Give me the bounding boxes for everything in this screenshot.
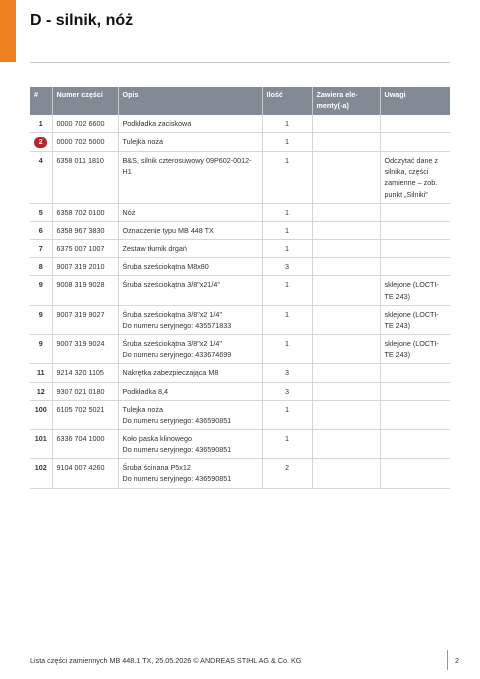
cell-contains <box>312 305 380 334</box>
cell-description <box>118 276 262 305</box>
part-number: 6358 702 0100 <box>56 207 105 217</box>
cell-contains <box>312 429 380 458</box>
cell-description <box>118 115 262 133</box>
table-row <box>30 400 450 429</box>
cell-pos <box>30 133 52 152</box>
table-row <box>30 364 450 382</box>
cell-description <box>118 429 262 458</box>
column-header-notes: Uwagi <box>380 87 450 115</box>
table-row <box>30 203 450 221</box>
cell-notes <box>380 364 450 382</box>
position-number: 5 <box>38 207 43 217</box>
cell-pos <box>30 115 52 133</box>
cell-quantity <box>262 382 312 400</box>
cell-pos <box>30 203 52 221</box>
cell-description <box>118 258 262 276</box>
cell-notes <box>380 335 450 364</box>
quantity: 1 <box>285 119 289 128</box>
part-number: 0000 702 5000 <box>56 137 105 147</box>
cell-part-number <box>52 240 118 258</box>
cell-description <box>118 221 262 239</box>
quantity: 1 <box>285 225 289 235</box>
cell-notes <box>380 305 450 334</box>
description-text: Oznaczenie typu MB 448 TX <box>122 225 214 235</box>
position-number: 100 <box>34 404 47 414</box>
description-text: Zestaw tłumik drgań <box>122 244 187 254</box>
cell-contains <box>312 276 380 305</box>
cell-quantity <box>262 429 312 458</box>
position-number: 9 <box>38 339 43 349</box>
table-row <box>30 115 450 133</box>
part-number: 6358 011 1810 <box>56 156 104 166</box>
cell-notes <box>380 382 450 400</box>
title-divider <box>30 62 450 63</box>
cell-pos <box>30 459 52 488</box>
cell-quantity <box>262 335 312 364</box>
note-text: sklejone (LOCTI-TE 243) <box>384 339 439 360</box>
description-text: Tulejka noża <box>122 404 163 414</box>
column-header-description: Opis <box>118 87 262 115</box>
quantity: 1 <box>285 433 289 443</box>
description-text: B&S, silnik czterosuwowy 09P602-0012-H1 <box>122 156 252 177</box>
part-number: 9307 021 0180 <box>56 386 105 396</box>
cell-quantity <box>262 305 312 334</box>
table-row <box>30 221 450 239</box>
quantity: 1 <box>285 309 289 319</box>
description-text: Nóż <box>122 207 136 217</box>
quantity: 3 <box>285 386 289 396</box>
serial-note: Do numeru seryjnego: 433674699 <box>122 350 232 360</box>
cell-quantity <box>262 152 312 204</box>
cell-contains <box>312 221 380 239</box>
table-row <box>30 276 450 305</box>
cell-notes <box>380 152 450 204</box>
cell-description <box>118 133 262 152</box>
cell-part-number <box>52 152 118 204</box>
accent-bar <box>0 0 16 62</box>
cell-pos <box>30 258 52 276</box>
position-number: 6 <box>38 225 43 235</box>
position-badge: 2 <box>34 137 47 148</box>
part-number: 9007 319 9024 <box>56 339 105 349</box>
cell-pos <box>30 276 52 305</box>
cell-part-number <box>52 335 118 364</box>
position-number: 9 <box>38 280 43 290</box>
cell-notes <box>380 115 450 133</box>
table-header-row <box>30 87 450 115</box>
cell-contains <box>312 400 380 429</box>
quantity: 1 <box>285 280 289 290</box>
position-number: 101 <box>34 433 47 443</box>
cell-description <box>118 305 262 334</box>
cell-pos <box>30 152 52 204</box>
cell-description <box>118 240 262 258</box>
cell-part-number <box>52 429 118 458</box>
cell-part-number <box>52 115 118 133</box>
cell-quantity <box>262 459 312 488</box>
part-number: 6358 967 3830 <box>56 225 105 235</box>
cell-part-number <box>52 364 118 382</box>
quantity: 3 <box>285 262 289 272</box>
cell-part-number <box>52 305 118 334</box>
cell-pos <box>30 305 52 334</box>
serial-note: Do numeru seryjnego: 436590851 <box>122 445 232 455</box>
part-number: 9008 319 9028 <box>56 280 105 290</box>
cell-contains <box>312 382 380 400</box>
quantity: 1 <box>285 244 289 254</box>
column-header-contains: Zawiera ele-menty(-a) <box>312 87 380 115</box>
quantity: 2 <box>285 463 289 473</box>
cell-pos <box>30 364 52 382</box>
part-number: 9007 319 9027 <box>56 309 105 319</box>
column-header-part-number: Numer części <box>52 87 118 115</box>
description-text: Śruba sześciokątna M8x80 <box>122 262 209 272</box>
cell-quantity <box>262 276 312 305</box>
cell-quantity <box>262 221 312 239</box>
note-text: Odczytać dane z silnika, części zamienne – zob. punkt „Silniki” <box>384 156 439 199</box>
table-row <box>30 152 450 204</box>
cell-contains <box>312 133 380 152</box>
quantity: 3 <box>285 368 289 378</box>
quantity: 1 <box>285 207 289 217</box>
table-row <box>30 429 450 458</box>
cell-notes <box>380 459 450 488</box>
cell-part-number <box>52 221 118 239</box>
table-row <box>30 335 450 364</box>
cell-contains <box>312 152 380 204</box>
cell-notes <box>380 240 450 258</box>
cell-notes <box>380 400 450 429</box>
cell-description <box>118 364 262 382</box>
description-text: Śruba sześciokątna 3/8"x2 1/4" <box>122 309 222 319</box>
cell-notes <box>380 258 450 276</box>
cell-contains <box>312 240 380 258</box>
cell-part-number <box>52 276 118 305</box>
cell-notes <box>380 276 450 305</box>
column-header-pos: # <box>30 87 52 115</box>
cell-part-number <box>52 382 118 400</box>
footer-text: Lista części zamiennych MB 448.1 TX, 25.05.2026 © ANDREAS STIHL AG & Co. KG <box>30 656 302 665</box>
table-row <box>30 240 450 258</box>
part-number: 9214 320 1105 <box>56 368 104 378</box>
cell-description <box>118 335 262 364</box>
cell-notes <box>380 133 450 152</box>
cell-quantity <box>262 258 312 276</box>
position-number: 7 <box>38 244 43 254</box>
table-row <box>30 258 450 276</box>
cell-contains <box>312 335 380 364</box>
position-number: 102 <box>34 463 47 473</box>
cell-notes <box>380 203 450 221</box>
position-number: 8 <box>38 262 43 272</box>
cell-description <box>118 382 262 400</box>
description-text: Śruba ścinana P5x12 <box>122 463 191 473</box>
cell-description <box>118 400 262 429</box>
cell-contains <box>312 364 380 382</box>
cell-pos <box>30 400 52 429</box>
serial-note: Do numeru seryjnego: 436590851 <box>122 415 232 425</box>
cell-pos <box>30 221 52 239</box>
position-number: 12 <box>36 386 45 396</box>
position-number: 11 <box>36 368 45 378</box>
cell-quantity <box>262 240 312 258</box>
table-row <box>30 459 450 488</box>
cell-quantity <box>262 133 312 152</box>
page-title: D - silnik, nóż <box>30 12 134 29</box>
part-number: 9104 007 4260 <box>56 463 105 473</box>
serial-note: Do numeru seryjnego: 436590851 <box>122 474 232 484</box>
serial-note: Do numeru seryjnego: 435571833 <box>122 320 232 330</box>
column-header-quantity: Ilość <box>262 87 312 115</box>
quantity: 1 <box>285 404 289 414</box>
cell-quantity <box>262 364 312 382</box>
cell-description <box>118 203 262 221</box>
quantity: 1 <box>285 156 289 166</box>
table-row <box>30 382 450 400</box>
cell-pos <box>30 382 52 400</box>
cell-notes <box>380 221 450 239</box>
cell-contains <box>312 203 380 221</box>
cell-quantity <box>262 400 312 429</box>
cell-part-number <box>52 400 118 429</box>
table-row <box>30 133 450 152</box>
quantity: 1 <box>285 339 289 349</box>
cell-contains <box>312 115 380 133</box>
cell-quantity <box>262 203 312 221</box>
cell-description <box>118 459 262 488</box>
cell-part-number <box>52 459 118 488</box>
page-number: 2 <box>455 656 459 665</box>
parts-table <box>30 87 450 489</box>
position-number: 4 <box>38 156 43 166</box>
cell-notes <box>380 429 450 458</box>
cell-contains <box>312 459 380 488</box>
cell-contains <box>312 258 380 276</box>
parts-table-body <box>30 115 450 488</box>
cell-pos <box>30 240 52 258</box>
cell-part-number <box>52 203 118 221</box>
position-number: 9 <box>38 309 43 319</box>
note-text: sklejone (LOCTI-TE 243) <box>384 280 439 301</box>
cell-description <box>118 152 262 204</box>
description-text: Śruba sześciokątna 3/8"x21/4" <box>122 280 220 290</box>
cell-part-number <box>52 258 118 276</box>
cell-pos <box>30 335 52 364</box>
description-text: Tulejka noża <box>122 137 163 147</box>
part-number: 6375 007 1007 <box>56 244 105 254</box>
cell-part-number <box>52 133 118 152</box>
description-text: Podkładka 8,4 <box>122 386 169 396</box>
part-number: 0000 702 6600 <box>56 119 105 128</box>
cell-pos <box>30 429 52 458</box>
footer-separator <box>447 650 448 670</box>
quantity: 1 <box>285 137 289 147</box>
part-number: 9007 319 2010 <box>56 262 105 272</box>
position-number: 1 <box>38 119 43 128</box>
cell-quantity <box>262 115 312 133</box>
note-text: sklejone (LOCTI-TE 243) <box>384 309 439 330</box>
description-text: Nakrętka zabezpieczająca M8 <box>122 368 219 378</box>
table-row <box>30 305 450 334</box>
part-number: 6105 702 5021 <box>56 404 105 414</box>
description-text: Koło paska klinowego <box>122 433 193 443</box>
description-text: Śruba sześciokątna 3/8"x2 1/4" <box>122 339 222 349</box>
part-number: 6336 704 1000 <box>56 433 105 443</box>
description-text: Podkładka zaciskowa <box>122 119 192 128</box>
